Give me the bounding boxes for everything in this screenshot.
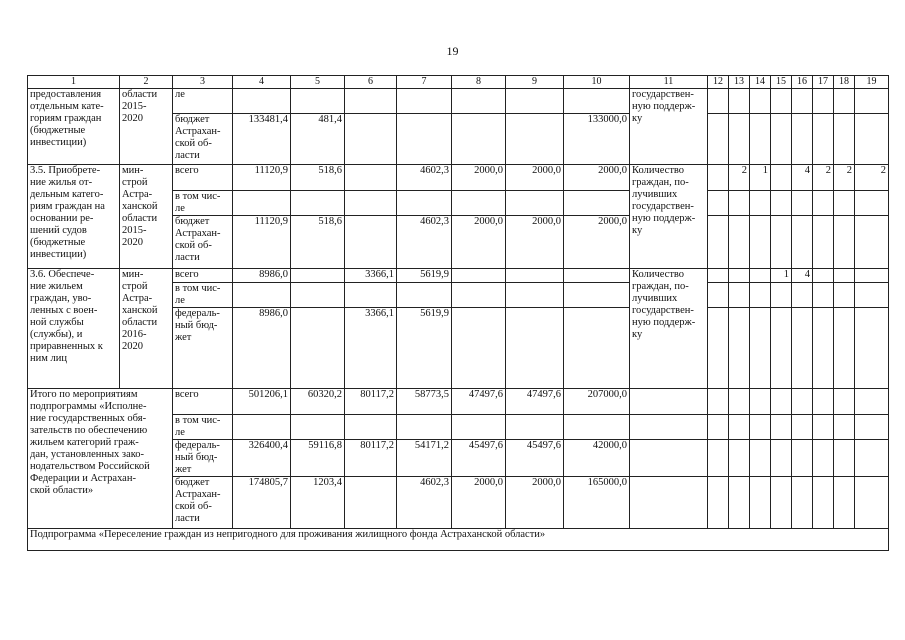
indicator-value-cell: 2 (834, 165, 855, 191)
amount-cell: 42000,0 (564, 440, 630, 477)
amount-cell: 2000,0 (452, 165, 506, 191)
amount-cell: 1203,4 (291, 477, 345, 529)
amount-cell: 8986,0 (233, 269, 291, 283)
amount-cell: 518,6 (291, 216, 345, 269)
amount-cell: 8986,0 (233, 308, 291, 389)
header-cell: 13 (729, 76, 750, 89)
amount-cell: 2000,0 (564, 216, 630, 269)
header-cell: 17 (813, 76, 834, 89)
source-cell: бюджет Астрахан- ской об- ласти (173, 114, 233, 165)
header-cell: 1 (28, 76, 120, 89)
executor-cell: мин- строй Астра- ханской области 2016- 2020 (120, 269, 173, 389)
amount-cell: 4602,3 (397, 216, 452, 269)
indicator-value-cell: 1 (771, 269, 792, 283)
header-cell: 5 (291, 76, 345, 89)
source-cell: всего (173, 269, 233, 283)
page-number: 19 (446, 44, 459, 58)
amount-cell: 4602,3 (397, 165, 452, 191)
amount-cell: 501206,1 (233, 389, 291, 415)
amount-cell: 2000,0 (564, 165, 630, 191)
indicator-value-cell: 2 (729, 165, 750, 191)
source-cell: в том чис- ле (173, 415, 233, 440)
header-cell: 9 (506, 76, 564, 89)
amount-cell: 133481,4 (233, 114, 291, 165)
amount-cell: 2000,0 (452, 216, 506, 269)
amount-cell: 2000,0 (452, 477, 506, 529)
header-cell: 8 (452, 76, 506, 89)
header-cell: 4 (233, 76, 291, 89)
program-table (27, 75, 889, 551)
header-cell: 3 (173, 76, 233, 89)
table-row (28, 89, 889, 114)
amount-cell: 80117,2 (345, 440, 397, 477)
header-cell: 15 (771, 76, 792, 89)
amount-cell: 58773,5 (397, 389, 452, 415)
amount-cell: 326400,4 (233, 440, 291, 477)
source-cell: в том чис- ле (173, 191, 233, 216)
indicator-value-cell: 2 (855, 165, 889, 191)
source-cell: бюджет Астрахан- ской об- ласти (173, 216, 233, 269)
header-row (28, 76, 889, 89)
subprogram-title: Подпрограмма «Переселение граждан из непригодного для проживания жилищного фонда Астраханской области» (28, 529, 889, 551)
amount-cell: 481,4 (291, 114, 345, 165)
header-cell: 10 (564, 76, 630, 89)
header-cell: 6 (345, 76, 397, 89)
amount-cell: 2000,0 (506, 165, 564, 191)
indicator-cell: государствен- ную поддерж- ку (630, 89, 708, 165)
indicator-value-cell: 1 (750, 165, 771, 191)
source-cell: федераль- ный бюд- жет (173, 308, 233, 389)
header-cell: 7 (397, 76, 452, 89)
amount-cell: 5619,9 (397, 269, 452, 283)
amount-cell: 165000,0 (564, 477, 630, 529)
executor-cell: области 2015- 2020 (120, 89, 173, 165)
header-cell: 14 (750, 76, 771, 89)
table-row (28, 165, 889, 191)
amount-cell: 5619,9 (397, 308, 452, 389)
amount-cell: 47497,6 (452, 389, 506, 415)
header-cell: 12 (708, 76, 729, 89)
amount-cell: 2000,0 (506, 216, 564, 269)
table-row (28, 269, 889, 283)
source-cell: бюджет Астрахан- ской об- ласти (173, 477, 233, 529)
amount-cell: 207000,0 (564, 389, 630, 415)
amount-cell: 4602,3 (397, 477, 452, 529)
amount-cell: 54171,2 (397, 440, 452, 477)
amount-cell: 133000,0 (564, 114, 630, 165)
amount-cell: 518,6 (291, 165, 345, 191)
amount-cell: 3366,1 (345, 308, 397, 389)
header-cell: 11 (630, 76, 708, 89)
header-cell: 2 (120, 76, 173, 89)
indicator-value-cell: 4 (792, 165, 813, 191)
source-cell: федераль- ный бюд- жет (173, 440, 233, 477)
header-cell: 19 (855, 76, 889, 89)
amount-cell: 47497,6 (506, 389, 564, 415)
source-cell: всего (173, 389, 233, 415)
measure-name-cell: 3.6. Обеспече- ние жильем граждан, уво- ленных с воен- ной службы (службы), и приравненных к ним лиц (28, 269, 120, 389)
source-cell: всего (173, 165, 233, 191)
amount-cell: 3366,1 (345, 269, 397, 283)
table-row (28, 529, 889, 551)
indicator-cell: Количество граждан, по- лучивших государствен- ную поддерж- ку (630, 165, 708, 269)
source-cell: в том чис- ле (173, 283, 233, 308)
table-row (28, 389, 889, 415)
totals-title-cell: Итого по мероприятиям подпрограммы «Исполне- ние государственных обя- зательств по обеспечению жильем категорий граж- дан, установленных зако- нодательством Российской Федерации и Астрахан- ской области» (28, 389, 173, 529)
amount-cell: 59116,8 (291, 440, 345, 477)
header-cell: 18 (834, 76, 855, 89)
amount-cell: 80117,2 (345, 389, 397, 415)
amount-cell: 45497,6 (452, 440, 506, 477)
amount-cell: 174805,7 (233, 477, 291, 529)
indicator-value-cell: 2 (813, 165, 834, 191)
header-cell: 16 (792, 76, 813, 89)
amount-cell: 2000,0 (506, 477, 564, 529)
amount-cell: 45497,6 (506, 440, 564, 477)
amount-cell: 60320,2 (291, 389, 345, 415)
indicator-cell: Количество граждан, по- лучивших государствен- ную поддерж- ку (630, 269, 708, 389)
indicator-value-cell: 4 (792, 269, 813, 283)
amount-cell: 11120,9 (233, 216, 291, 269)
source-cell: ле (173, 89, 233, 114)
measure-name-cell: предоставления отдельным кате- гориям граждан (бюджетные инвестиции) (28, 89, 120, 165)
executor-cell: мин- строй Астра- ханской области 2015- 2020 (120, 165, 173, 269)
amount-cell: 11120,9 (233, 165, 291, 191)
measure-name-cell: 3.5. Приобрете- ние жилья от- дельным катего- риям граждан на основании ре- шений судов (бюджетные инвестиции) (28, 165, 120, 269)
